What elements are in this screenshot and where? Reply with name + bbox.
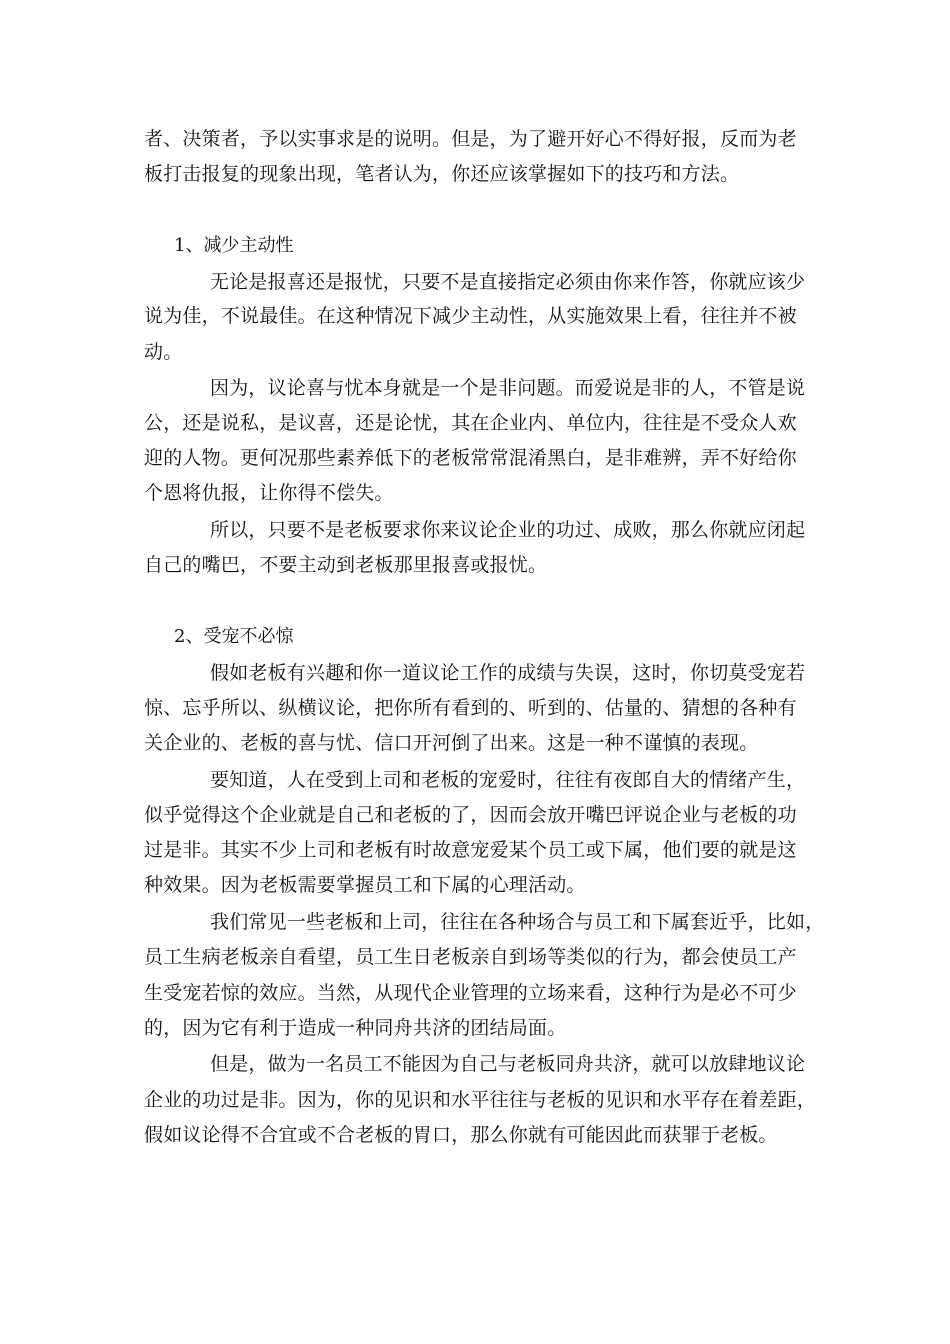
section-2-p3-line-2: 员工生病老板亲自看望，员工生日老板亲自到场等类似的行为，都会使员工产 xyxy=(144,946,797,968)
section-1-heading: 1、减少主动性 xyxy=(174,235,294,256)
section-1-p2-line-3: 迎的人物。更何况那些素养低下的老板常常混淆黑白，是非难辨，弄不好给你 xyxy=(144,447,797,469)
section-1-p3-line-1: 所以，只要不是老板要求你来议论企业的功过、成败，那么你就应闭起 xyxy=(210,519,806,541)
section-2-p2-line-4: 种效果。因为老板需要掌握员工和下属的心理活动。 xyxy=(144,874,586,896)
intro-line-1: 者、决策者，予以实事求是的说明。但是，为了避开好心不得好报，反而为老 xyxy=(144,128,797,150)
section-2-p3-line-4: 的，因为它有利于造成一种同舟共济的团结局面。 xyxy=(144,1017,567,1039)
section-2-p1-line-2: 惊、忘乎所以、纵横议论，把你所有看到的、听到的、估量的、猜想的各种有 xyxy=(144,697,797,719)
section-2-p3-line-3: 生受宠若惊的效应。当然，从现代企业管理的立场来看，这种行为是必不可少 xyxy=(144,982,797,1004)
section-2-p4-line-2: 企业的功过是非。因为，你的见识和水平往往与老板的见识和水平存在着差距， xyxy=(144,1089,817,1111)
section-1-p2-line-4: 个恩将仇报，让你得不偿失。 xyxy=(144,482,394,504)
section-2-p2-line-2: 似乎觉得这个企业就是自己和老板的了，因而会放开嘴巴评说企业与老板的功 xyxy=(144,804,797,826)
section-2-p4-line-1: 但是，做为一名员工不能因为自己与老板同舟共济，就可以放肆地议论 xyxy=(210,1053,806,1075)
section-2-p1-line-1: 假如老板有兴趣和你一道议论工作的成绩与失误，这时，你切莫受宠若 xyxy=(210,662,806,684)
section-1-p2-line-2: 公，还是说私，是议喜，还是论忧，其在企业内、单位内，往往是不受众人欢 xyxy=(144,412,797,434)
section-1-p3-line-2: 自己的嘴巴，不要主动到老板那里报喜或报忧。 xyxy=(144,554,548,576)
section-2-p2-line-3: 过是非。其实不少上司和老板有时故意宠爱某个员工或下属，他们要的就是这 xyxy=(144,839,797,861)
section-2-p3-line-1: 我们常见一些老板和上司，往往在各种场合与员工和下属套近乎，比如， xyxy=(210,911,825,933)
section-1-p1-line-2: 说为佳，不说最佳。在这种情况下减少主动性，从实施效果上看，往往并不被 xyxy=(144,305,797,327)
section-2-p2-line-1: 要知道，人在受到上司和老板的宠爱时，往往有夜郎自大的情绪产生， xyxy=(210,769,806,791)
section-1-p1-line-3: 动。 xyxy=(144,341,183,363)
section-2-p1-line-3: 关企业的、老板的喜与忧、信口开河倒了出来。这是一种不谨慎的表现。 xyxy=(144,732,759,754)
section-2-p4-line-3: 假如议论得不合宜或不合老板的胃口，那么你就有可能因此而获罪于老板。 xyxy=(144,1124,778,1146)
section-1-p1-line-1: 无论是报喜还是报忧，只要不是直接指定必须由你来作答，你就应该少 xyxy=(210,271,806,293)
section-1-p2-line-1: 因为，议论喜与忧本身就是一个是非问题。而爱说是非的人，不管是说 xyxy=(210,377,806,399)
section-2-heading: 2、受宠不必惊 xyxy=(174,626,294,647)
intro-line-2: 板打击报复的现象出现，笔者认为，你还应该掌握如下的技巧和方法。 xyxy=(144,163,740,185)
